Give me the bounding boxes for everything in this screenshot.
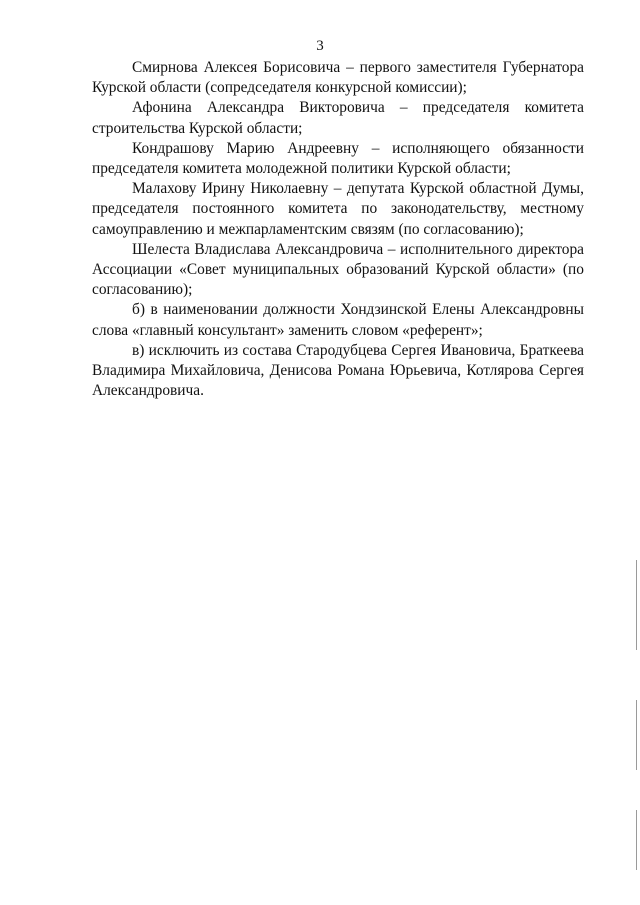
paragraph-item-b: б) в наименовании должности Хондзинской Елены Александровны слова «главный консультант» заменить словом «референт»; (92, 301, 584, 339)
paragraph-malakhova: Малахову Ирину Николаевну – депутата Курской областной Думы, председателя постоянного комитета по законодательству, местному самоуправлению и межпарламентским связям (по согласованию); (92, 180, 584, 238)
scan-edge-mark (636, 810, 637, 870)
paragraph-smirnov: Смирнова Алексея Борисовича – первого заместителя Губернатора Курской области (сопредседателя конкурсной комиссии); (92, 59, 584, 97)
paragraph-shelest: Шелеста Владислава Александровича – исполнительного директора Ассоциации «Совет муниципальных образований Курской области» (по согласованию); (92, 240, 584, 299)
scan-edge-mark (636, 700, 637, 770)
scan-edge-mark (636, 560, 637, 650)
page-number: 3 (316, 38, 324, 54)
paragraph-item-v: в) исключить из состава Стародубцева Сергея Ивановича, Браткеева Владимира Михайловича, Денисова Романа Юрьевича, Котлярова Сергея Александровича. (92, 341, 584, 400)
document-body (92, 58, 584, 401)
paragraph-afonin: Афонина Александра Викторовича – председателя комитета строительства Курской области; (92, 99, 584, 137)
paragraph-kondrashova: Кондрашову Марию Андреевну – исполняющего обязанности председателя комитета молодежной политики Курской области; (92, 139, 584, 178)
